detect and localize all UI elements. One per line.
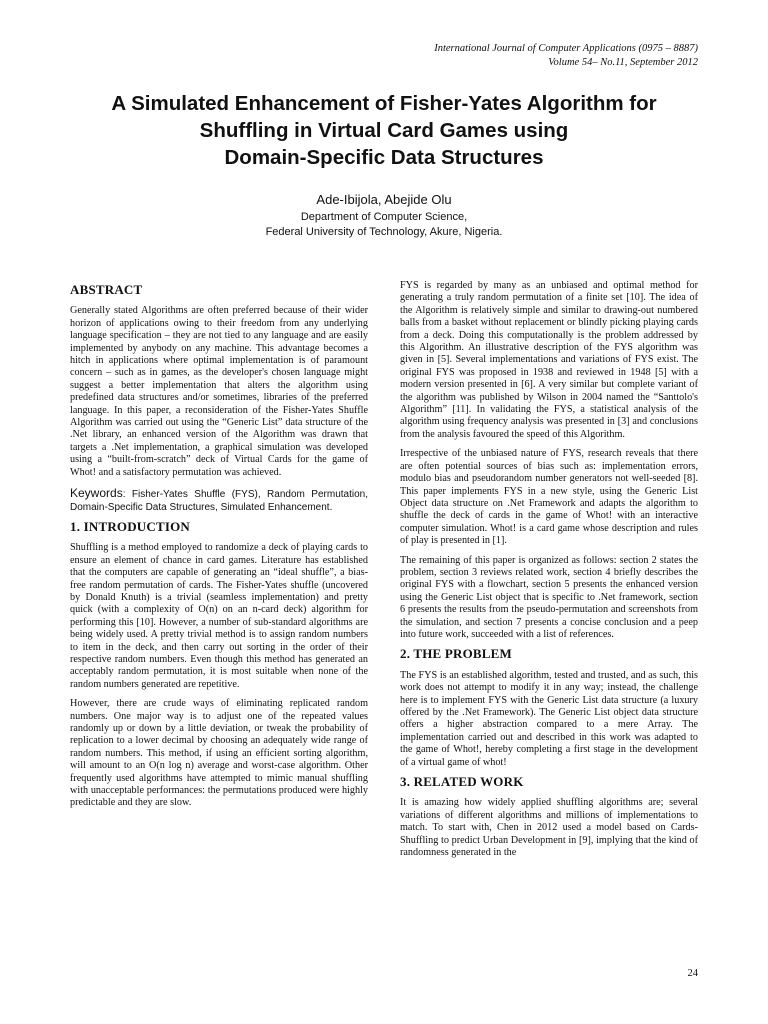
problem-text: The FYS is an established algorithm, tested and trusted, and as such, this work does not attempt to modify it in any way; instead, the challenge here is to implement FYS with the Generic List data structure (a luxury offered by the .Net Framework). The Generic List object data structure offers a higher abstraction compared to a mere Array. The implementation carried out and described in this work was adapted to the game of Whot!, hereby completing a first stage in the development of a virtual game of whot! [400, 669, 698, 768]
affiliation [40, 210, 728, 240]
left-column [70, 280, 368, 817]
intro-paragraph-1: Shuffling is a method employed to randomize a deck of playing cards to ensure an element of chance in card games. Literature has established that the computers are capable of generating an “ideal shuffle”, a bias-free random permutation of cards. The Fisher-Yates shuffle (uncovered by Donald Knuth) is a trivial (seamless implementation) and pretty quick (with a complexity of O(n) on an n-card deck) algorithm for performing this [10]. However, a number of sub-standard algorithms are being widely used. A pretty trivial method is to assign random numbers to item in the deck, and then carry out sorting in the order of their respective random numbers. Even though this method has generated an acceptably random permutation, it is most suitable when none of the random numbers generated are repetitive. [70, 542, 368, 690]
right-column [400, 280, 698, 866]
journal-header [278, 42, 698, 69]
title-line-1: A Simulated Enhancement of Fisher-Yates Algorithm for [111, 92, 657, 115]
bias-paragraph: Irrespective of the unbiased nature of FYS, research reveals that there are often potential sources of bias such as: implementation errors, modulo bias and pseudorandom number generators not well-seeded [8]. This paper implements FYS in a new style, using the Generic List Object data structure on .Net Framework and adapts the algorithm to shuffle the deck of cards in the game of Whot! with an interactive computer simulation. Whot! is a card game whose description and rules of play is presented in [1]. [400, 448, 698, 547]
page-number: 24 [687, 968, 698, 979]
introduction-heading: 1. INTRODUCTION [70, 518, 191, 534]
abstract-heading: ABSTRACT [70, 282, 143, 297]
keywords [70, 487, 368, 514]
fys-paragraph: FYS is regarded by many as an unbiased and optimal method for generating a truly random permutation of a finite set [10]. The idea of the Algorithm is relatively simple and similar to drawing-out numbered balls from a basket without replacement or blindly picking playing cards from a deck. Doing this computationally is the problem addressed by this Algorithm. An illustrative description of the FYS algorithm was given in [5]. Several implementations and variations of FYS exist. The original FYS was proposed in 1938 and reviewed in 1948 [5] with a modern version presented in [6]. A very similar but complete variant of the algorithm was published by Wilson in 2004 named the “Santtolo's Algorithm” [11]. In validating the FYS, a statistical analysis of the algorithm using frequency analysis was presented in [3] and conclusions from the analysis favoured the speed of this Algorithm. [400, 280, 698, 440]
organization-paragraph: The remaining of this paper is organized as follows: section 2 states the problem, section 3 reviews related work, section 4 briefly describes the original FYS with a flowchart, section 5 presents the enhanced version using the Generic List object that is specific to .Net framework, section 6 presents the results from the pseudo-permutation and screenshots from the simulation, and section 7 presents a concise conclusion and a peep into future work, succeeded with a list of references. [400, 554, 698, 640]
title-line-2: Shuffling in Virtual Card Games using [199, 119, 569, 142]
keywords-label: Keywords [70, 486, 123, 501]
affiliation-dept: Department of Computer Science, [300, 211, 468, 223]
abstract-text: Generally stated Algorithms are often preferred because of their wider horizon of applications owing to their freedom from any underlying language specification – they are not tied to any language and are easily implemented by anybody on any machine. This advantage becomes a hitch in applications where optimal implementation is of paramount concern – such as in games, as the developer's chosen language might suggest a better implementation that alters the algorithm using predefined data structures and/or sometimes, libraries of the preferred language. In this paper, a reconsideration of the Fisher-Yates Shuffle Algorithm was carried out using the “Generic List” data structure of the .Net library, an enhanced version of the Algorithm was drawn that targets a .Net implementation, a graphical simulation was developed using a “built-from-scratch” deck of Virtual Cards for the game of Whot! and a satisfactory permutation was achieved. [70, 305, 368, 478]
keywords-text: : Fisher-Yates Shuffle (FYS), Random Permutation, Domain-Specific Data Structures, Simulated Enhancement. [70, 489, 368, 513]
related-work-text: It is amazing how widely applied shuffling algorithms are; several variations of different algorithms and millions of implementations to match. To start with, Chen in 2012 used a model based on Cards-Shuffling to predict Urban Development in [9], implying that the kind of randomness generated in the [400, 797, 698, 859]
journal-volume: Volume 54– No.11, September 2012 [548, 56, 698, 68]
affiliation-university: Federal University of Technology, Akure, Nigeria. [265, 226, 503, 238]
paper-title [40, 90, 728, 171]
intro-paragraph-2: However, there are crude ways of eliminating replicated random numbers. One major way is to adjust one of the repeated values randomly up or down by a little deviation, or tweak the probability of replication to a lower decimal by choosing an adequately wide range of random numbers. This method, if using an efficient sorting algorithm, will amount to an O(n log n) average and worst-case algorithm. Other frequently used algorithms have attempted to mimic manual shuffling with unacceptable performances: the permutations produced were highly predictable and they are slow. [70, 698, 368, 809]
problem-heading: 2. THE PROBLEM [400, 646, 512, 662]
title-line-3: Domain-Specific Data Structures [224, 146, 544, 169]
authors: Ade-Ibijola, Abejide Olu [316, 192, 452, 207]
journal-name: International Journal of Computer Applications (0975 – 8887) [434, 43, 698, 54]
related-work-heading: 3. RELATED WORK [400, 774, 524, 790]
